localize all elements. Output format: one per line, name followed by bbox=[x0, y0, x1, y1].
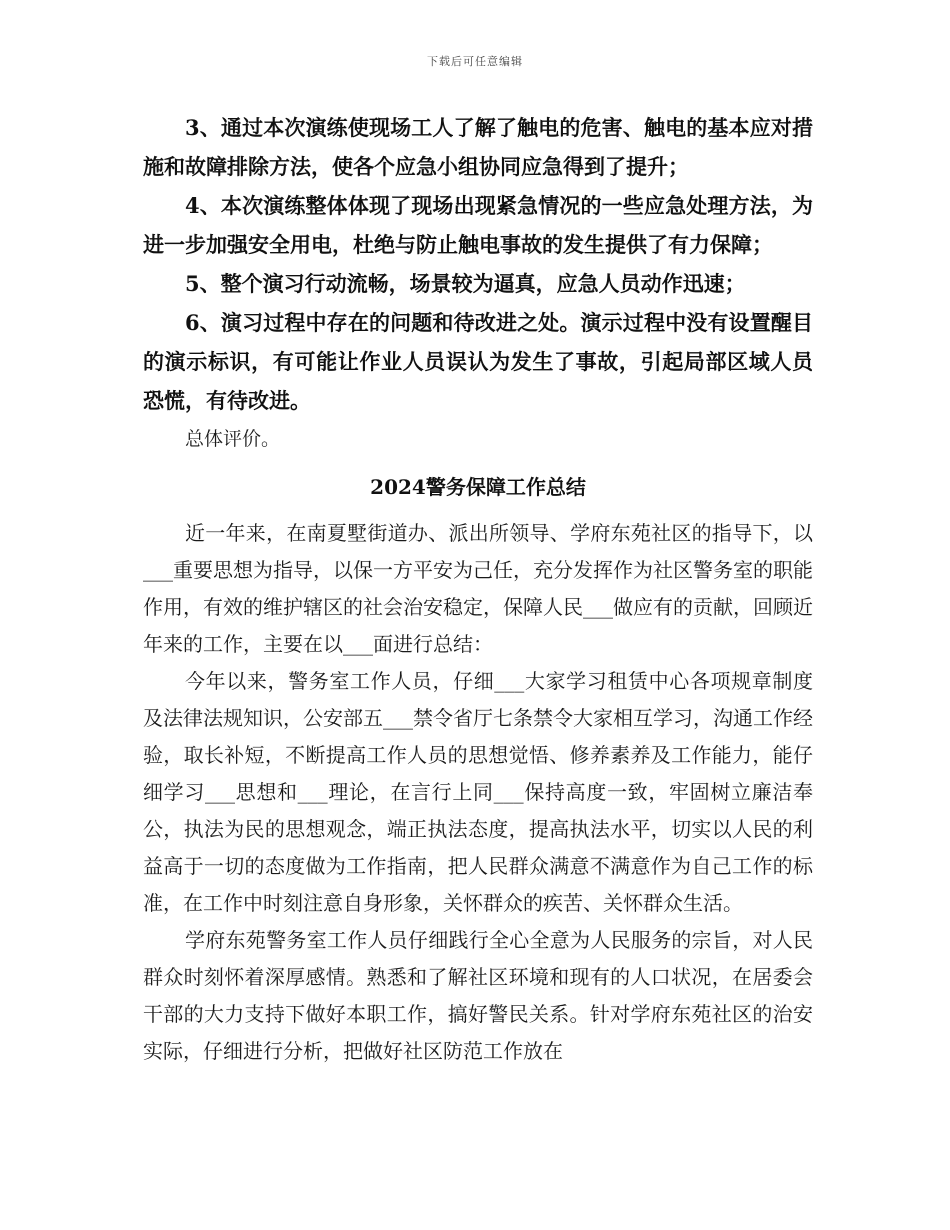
overall-evaluation-label: 总体评价。 bbox=[185, 428, 281, 450]
evaluation-point-4: 4、本次演练整体体现了现场出现紧急情况的一些应急处理方法，为进一步加强安全用电，杜绝与防止触电事故的发生提供了有力保障； bbox=[143, 193, 813, 257]
paragraph-intro: 近一年来，在南夏墅街道办、派出所领导、学府东苑社区的指导下，以___重要思想为指导，以保一方平安为己任，充分发挥作为社区警务室的职能作用，有效的维护辖区的社会治安稳定，保障人民___做应有的贡献，回顾近年来的工作，主要在以___面进行总结： bbox=[143, 521, 813, 656]
section-title: 2024警务保障工作总结 bbox=[370, 475, 586, 499]
evaluation-point-3: 3、通过本次演练使现场工人了解了触电的危害、触电的基本应对措施和故障排除方法，使各个应急小组协同应急得到了提升； bbox=[143, 115, 813, 179]
evaluation-point-6: 6、演习过程中存在的问题和待改进之处。演示过程中没有设置醒目的演示标识，有可能让作业人员误认为发生了事故，引起局部区域人员恐慌，有待改进。 bbox=[143, 310, 813, 413]
page-header: 下载后可任意编辑 bbox=[427, 55, 523, 68]
document-body bbox=[143, 108, 813, 1070]
evaluation-points bbox=[143, 108, 813, 420]
paragraph-study: 今年以来，警务室工作人员，仔细___大家学习租赁中心各项规章制度及法律法规知识，公安部五___禁令省厅七条禁令大家相互学习，沟通工作经验，取长补短，不断提高工作人员的思想觉悟、修养素养及工作能力，能仔细学习___思想和___理论，在言行上同___保持高度一致，牢固树立廉洁奉公，执法为民的思想观念，端正执法态度，提高执法水平，切实以人民的利益高于一切的态度做为工作指南，把人民群众满意不满意作为自己工作的标准，在工作中时刻注意自身形象，关怀群众的疾苦、关怀群众生活。 bbox=[143, 669, 813, 915]
evaluation-point-5: 5、整个演习行动流畅，场景较为逼真，应急人员动作迅速； bbox=[185, 271, 746, 296]
summary-body bbox=[143, 515, 813, 1070]
paragraph-service: 学府东苑警务室工作人员仔细践行全心全意为人民服务的宗旨，对人民群众时刻怀着深厚感情。熟悉和了解社区环境和现有的人口状况，在居委会干部的大力支持下做好本职工作，搞好警民关系。针对学府东苑社区的治安实际，仔细进行分析，把做好社区防范工作放在 bbox=[143, 928, 813, 1063]
